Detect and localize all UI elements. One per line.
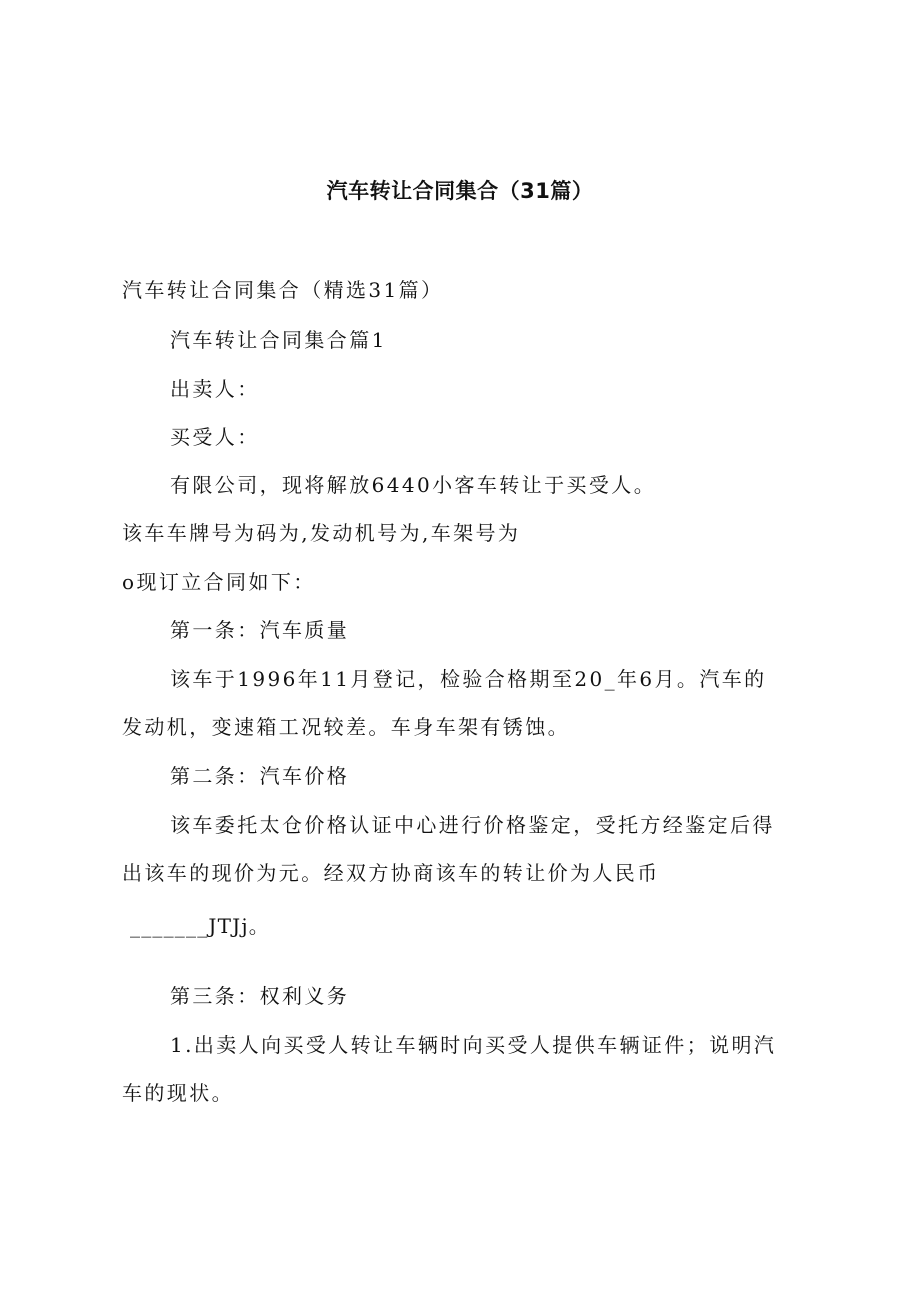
paragraph-line: 该车车牌号为码为,发动机号为,车架号为 xyxy=(122,521,521,545)
seller-label: 出卖人： xyxy=(170,377,260,401)
paragraph-line: 有限公司，现将解放6440小客车转让于买受人。 xyxy=(170,473,657,497)
paragraph-line: 出该车的现价为元。经双方协商该车的转让价为人民币 xyxy=(122,861,660,885)
paragraph-line: o现订立合同如下： xyxy=(122,570,316,594)
section-heading: 汽车转让合同集合篇1 xyxy=(170,328,387,352)
buyer-label: 买受人： xyxy=(170,425,260,449)
document-title: 汽车转让合同集合（31篇） xyxy=(326,179,594,203)
paragraph-line: 车的现状。 xyxy=(122,1081,234,1105)
document-subtitle: 汽车转让合同集合（精选31篇） xyxy=(122,278,444,302)
price-blank-line: _______JTJj。 xyxy=(130,914,270,938)
paragraph-line: 该车委托太仓价格认证中心进行价格鉴定，受托方经鉴定后得 xyxy=(170,813,775,837)
paragraph-line: 该车于1996年11月登记，检验合格期至20_年6月。汽车的 xyxy=(170,667,767,691)
clause-heading: 第二条：汽车价格 xyxy=(170,764,350,788)
clause-heading: 第一条：汽车质量 xyxy=(170,618,350,642)
clause-heading: 第三条：权利义务 xyxy=(170,984,350,1008)
paragraph-line: 发动机，变速箱工况较差。车身车架有锈蚀。 xyxy=(122,715,570,739)
paragraph-line: 1.出卖人向买受人转让车辆时向买受人提供车辆证件；说明汽 xyxy=(170,1033,777,1057)
